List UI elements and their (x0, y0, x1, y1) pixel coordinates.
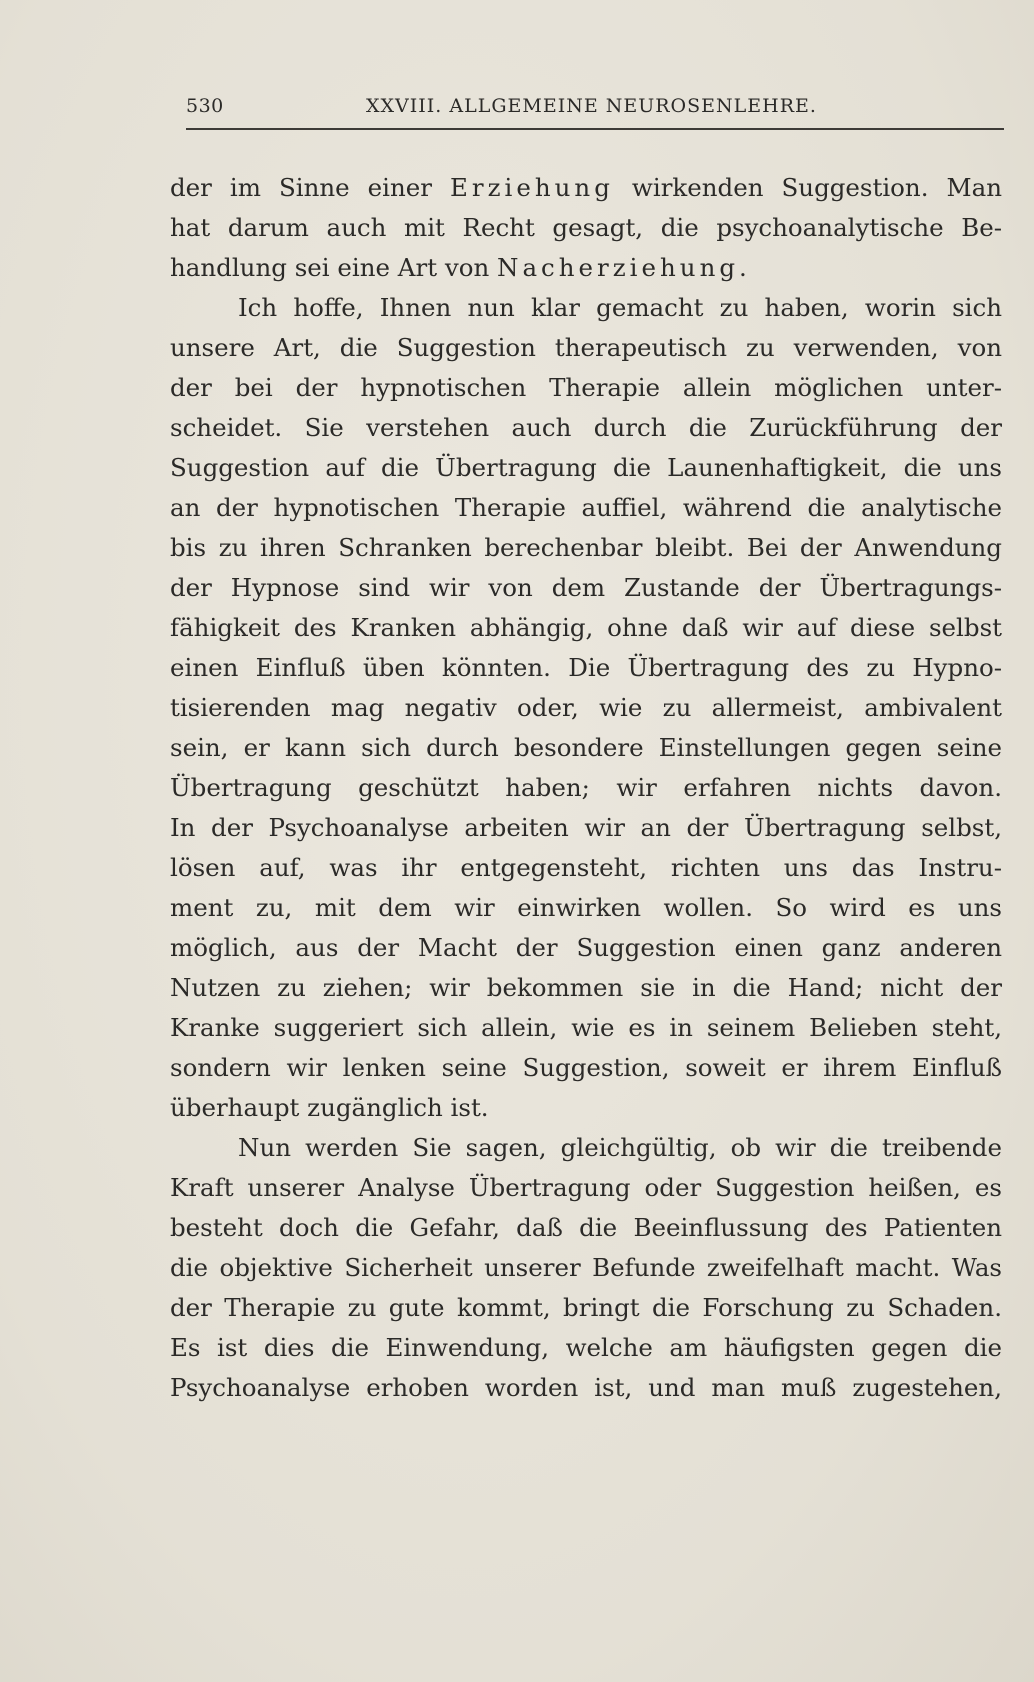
page-header (186, 95, 986, 125)
text-line: fähigkeit des Kranken abhängig, ohne daß wir auf diese selbst (170, 613, 1002, 642)
page-number: 530 (186, 95, 224, 117)
text-line: Suggestion auf die Übertragung die Launenhaftigkeit, die uns (170, 453, 1002, 482)
text-line: bis zu ihren Schranken berechenbar bleibt. Bei der Anwendung (170, 533, 1002, 562)
text-line: Ich hoffe, Ihnen nun klar gemacht zu haben, worin sich (238, 293, 1002, 322)
text-line: die objektive Sicherheit unserer Befunde zweifelhaft macht. Was (170, 1253, 1002, 1282)
emphasis-nacherziehung: Nacherziehung (497, 253, 740, 282)
text-line: ment zu, mit dem wir einwirken wollen. So wird es uns (170, 893, 1002, 922)
text-line: an der hypnotischen Therapie auffiel, während die analytische (170, 493, 1002, 522)
text-line: überhaupt zugänglich ist. (170, 1093, 489, 1122)
text-line: hat darum auch mit Recht gesagt, die psychoanalytische Be- (170, 213, 1002, 242)
body-text (170, 168, 1002, 1408)
text-line: In der Psychoanalyse arbeiten wir an der Übertragung selbst, (170, 813, 1002, 842)
text-line: der im Sinne einer Erziehung wirkenden Suggestion. Man (170, 173, 1002, 202)
text-line: sein, er kann sich durch besondere Einstellungen gegen seine (170, 733, 1002, 762)
text-line: unsere Art, die Suggestion therapeutisch zu verwenden, von (170, 333, 1002, 362)
running-head: XXVIII. ALLGEMEINE NEUROSENLEHRE. (366, 95, 817, 117)
text-line: Kranke suggeriert sich allein, wie es in seinem Belieben steht, (170, 1013, 1002, 1042)
text-line: handlung sei eine Art von Nacherziehung. (170, 253, 747, 282)
header-rule (186, 128, 1004, 130)
emphasis-erziehung: Erziehung (450, 173, 614, 202)
text-line: lösen auf, was ihr entgegensteht, richten uns das Instru- (170, 853, 1002, 882)
text-line: besteht doch die Gefahr, daß die Beeinflussung des Patienten (170, 1213, 1002, 1242)
text-line: Es ist dies die Einwendung, welche am häufigsten gegen die (170, 1333, 1002, 1362)
text-line: scheidet. Sie verstehen auch durch die Zurückführung der (170, 413, 1002, 442)
text-line: Übertragung geschützt haben; wir erfahren nichts davon. (170, 773, 1002, 802)
text-line: der bei der hypnotischen Therapie allein möglichen unter- (170, 373, 1002, 402)
text-line: der Therapie zu gute kommt, bringt die Forschung zu Schaden. (170, 1293, 1002, 1322)
text-line: sondern wir lenken seine Suggestion, soweit er ihrem Einfluß (170, 1053, 1002, 1082)
text-line: möglich, aus der Macht der Suggestion einen ganz anderen (170, 933, 1002, 962)
text-line: Kraft unserer Analyse Übertragung oder Suggestion heißen, es (170, 1173, 1002, 1202)
text-line: tisierenden mag negativ oder, wie zu allermeist, ambivalent (170, 693, 1002, 722)
text-line: einen Einfluß üben könnten. Die Übertragung des zu Hypno- (170, 653, 1002, 682)
text-line: Nun werden Sie sagen, gleichgültig, ob wir die treibende (238, 1133, 1002, 1162)
text-line: Nutzen zu ziehen; wir bekommen sie in die Hand; nicht der (170, 973, 1002, 1002)
text-line: Psychoanalyse erhoben worden ist, und man muß zugestehen, (170, 1373, 1002, 1402)
text-line: der Hypnose sind wir von dem Zustande der Übertragungs- (170, 573, 1002, 602)
